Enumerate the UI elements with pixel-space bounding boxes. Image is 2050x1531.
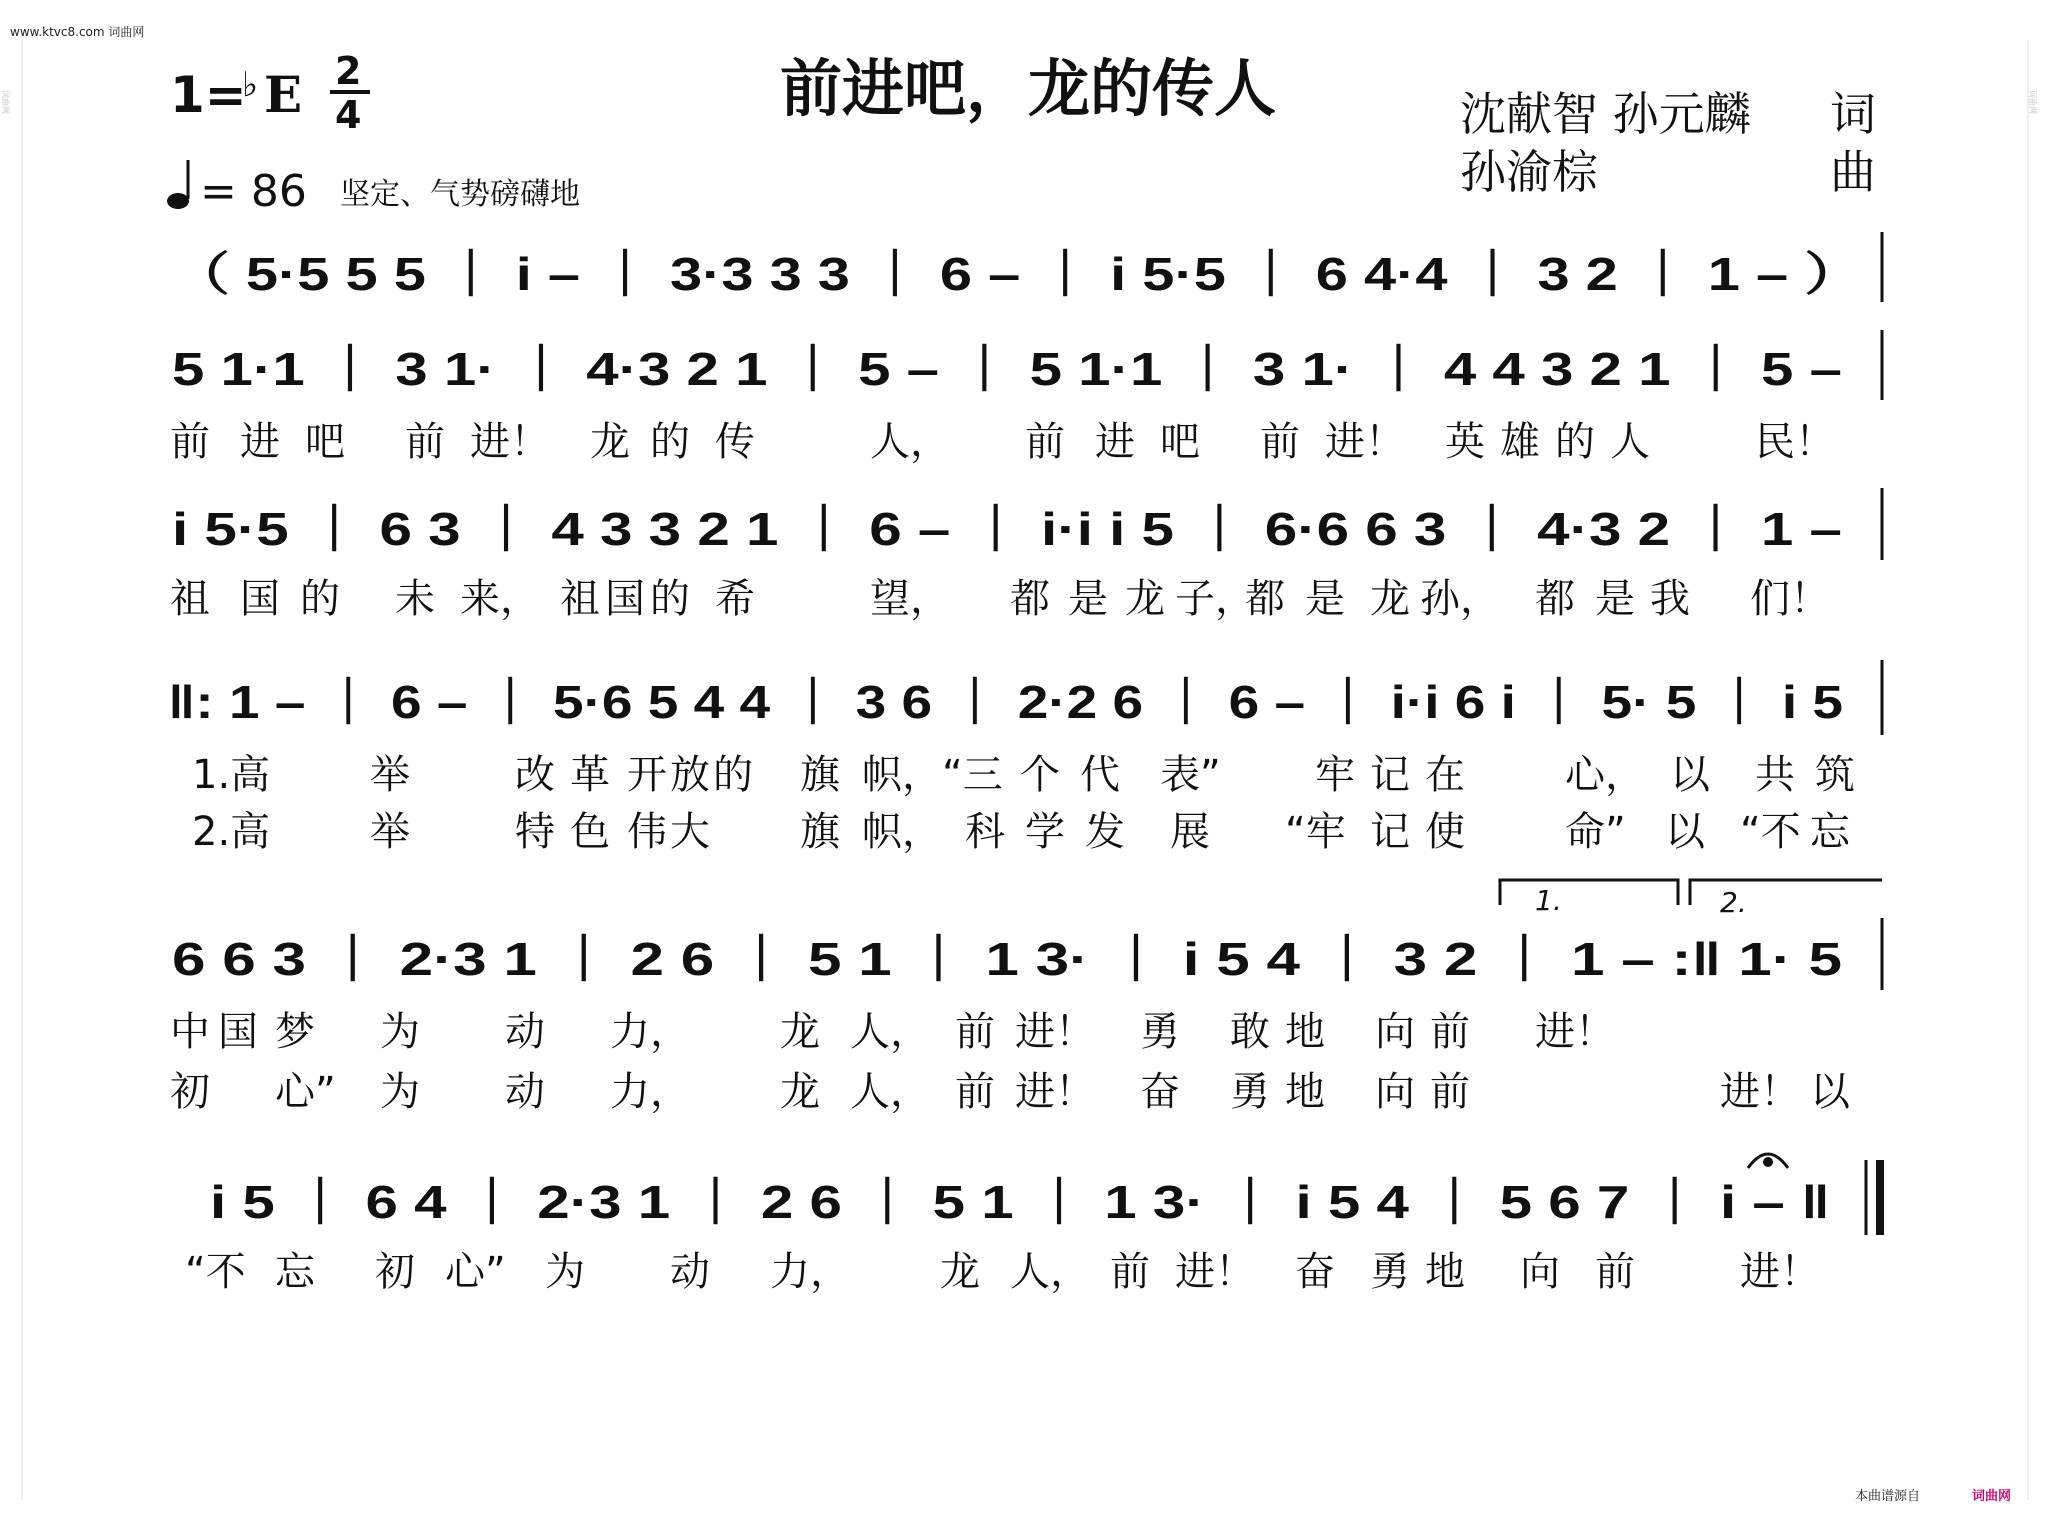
ending-1-label: 1. xyxy=(1535,884,1562,917)
lyric: 国 xyxy=(218,1009,258,1055)
score-line-5 xyxy=(170,880,1882,1115)
lyric: 望， xyxy=(870,576,950,622)
lyric: 人， xyxy=(850,1009,930,1055)
lyric: 进！ xyxy=(470,419,550,465)
lyric-role: 词 xyxy=(1830,87,1876,141)
lyric: 旗 xyxy=(800,752,840,798)
lyric: 记 xyxy=(1370,752,1410,798)
lyric: 帜，“三 xyxy=(862,752,1003,798)
lyrics-line-5-verse-2 xyxy=(170,1069,1852,1115)
watermark-left xyxy=(1,40,22,1500)
key-signature xyxy=(170,49,370,137)
quarter-note-icon xyxy=(167,193,189,209)
lyric: 梦 xyxy=(275,1009,315,1055)
lyric: 民！ xyxy=(1755,419,1835,465)
ending-2-label: 2. xyxy=(1720,886,1747,919)
lyric: 人， xyxy=(870,419,950,465)
notes-line-2: 5 1·1 ｜ 3 1· ｜ 4·3 2 1 ｜ 5 – ｜ 5 1·1 ｜ 3 1· ｜ 4 4 3 2 1 ｜ 5 – xyxy=(172,343,1842,395)
notes-line-6: i 5 ｜ 6 4 ｜ 2·3 1 ｜ 2 6 ｜ 5 1 ｜ 1 3· ｜ i 5 4 ｜ 5 6 7 ｜ i – ‖ xyxy=(210,1176,1830,1228)
time-top: 2 xyxy=(335,49,362,93)
lyric: 都 xyxy=(1245,576,1285,622)
notes-line-3: i 5·5 ｜ 6 3 ｜ 4 3 3 2 1 ｜ 6 – ｜ i·i i 5 ｜ 6·6 6 3 ｜ 4·3 2 ｜ 1 – xyxy=(172,503,1842,555)
lyric: 祖 xyxy=(170,576,210,622)
lyric: 前 xyxy=(170,419,210,465)
lyric: 革 xyxy=(570,752,610,798)
lyric: 向 xyxy=(1375,1069,1415,1115)
lyric: 特 xyxy=(515,809,555,855)
lyric: 前 xyxy=(1110,1249,1150,1295)
lyric: 代 xyxy=(1080,752,1120,798)
notes-line-4: ‖: 1 – ｜ 6 – ｜ 5·6 5 4 4 ｜ 3 6 ｜ 2·2 6 ｜ 6 – ｜ i·i 6 i ｜ 5· 5 ｜ i 5 xyxy=(168,676,1844,728)
lyric: 孙， xyxy=(1420,576,1500,622)
volta-bracket-2 xyxy=(1690,880,1882,919)
score-line-1 xyxy=(172,232,1882,302)
lyric: 龙 xyxy=(780,1069,820,1115)
lyric: 向 xyxy=(1520,1249,1560,1295)
footer xyxy=(1855,1488,2011,1504)
lyric: 进 xyxy=(1095,419,1135,465)
lyric: 发 xyxy=(1085,809,1125,855)
lyric: 初 xyxy=(375,1249,415,1295)
lyric: 龙 xyxy=(1370,576,1410,622)
tempo-value: = 86 xyxy=(200,166,307,217)
lyric: 记 xyxy=(1370,809,1410,855)
key-flat: ♭ xyxy=(242,65,259,105)
tempo-expression: 坚定、气势磅礴地 xyxy=(340,177,580,212)
lyric: 地 xyxy=(1425,1249,1465,1295)
lyric: 心” xyxy=(445,1249,506,1295)
lyric: 使 xyxy=(1425,809,1465,855)
lyric: 们！ xyxy=(1750,576,1830,622)
music-role: 曲 xyxy=(1830,145,1876,199)
score-line-3 xyxy=(170,488,1882,622)
lyric: 龙 xyxy=(780,1009,820,1055)
lyric: 在 xyxy=(1425,752,1465,798)
lyric: 1.高 xyxy=(192,752,271,798)
lyric: 心” xyxy=(275,1069,336,1115)
lyric: 未 xyxy=(395,576,435,622)
lyric: 是 xyxy=(1595,576,1635,622)
lyric: 进！ xyxy=(1535,1009,1615,1055)
lyric: 忘 xyxy=(275,1249,315,1295)
lyric: 2.高 xyxy=(192,809,271,855)
lyric: 英 xyxy=(1445,419,1485,465)
lyric: 前 xyxy=(955,1069,995,1115)
lyrics-line-3 xyxy=(170,576,1830,622)
lyric: 为 xyxy=(380,1069,420,1115)
site-label: www.ktvc8.com 词曲网 xyxy=(10,25,145,39)
lyric: 力， xyxy=(610,1069,690,1115)
lyric: 敢 xyxy=(1230,1009,1270,1055)
lyricists: 沈献智 孙元麟 xyxy=(1460,87,1751,141)
lyric: 放 xyxy=(670,752,710,798)
lyric: 向 xyxy=(1375,1009,1415,1055)
lyric: 龙 xyxy=(940,1249,980,1295)
key-prefix: 1= xyxy=(170,66,247,124)
lyric: 地 xyxy=(1285,1069,1325,1115)
time-bottom: 4 xyxy=(335,93,362,137)
lyric: 前 xyxy=(405,419,445,465)
lyric: 力， xyxy=(770,1249,850,1295)
lyric: 色 xyxy=(570,809,610,855)
lyric: 勇 xyxy=(1370,1249,1410,1295)
watermark-text: 词曲网 xyxy=(2028,90,2037,114)
score-line-2 xyxy=(170,330,1882,465)
lyric: 国 xyxy=(605,576,645,622)
lyric: “不 xyxy=(1740,809,1801,855)
lyric: 力， xyxy=(610,1009,690,1055)
lyric: 吧 xyxy=(305,419,345,465)
tempo-marking xyxy=(167,160,580,217)
lyric: 个 xyxy=(1020,752,1060,798)
lyric: 前 xyxy=(1595,1249,1635,1295)
lyric: 雄 xyxy=(1500,419,1540,465)
lyrics-line-5-verse-1 xyxy=(170,1009,1615,1055)
lyric: 我 xyxy=(1650,576,1690,622)
lyric: 动 xyxy=(505,1069,545,1115)
credits xyxy=(1460,87,1876,199)
lyric: 科 xyxy=(965,809,1005,855)
lyric: 的 xyxy=(1555,419,1595,465)
lyric: 举 xyxy=(370,809,410,855)
lyric: 是 xyxy=(1305,576,1345,622)
lyric: 的 xyxy=(300,576,340,622)
lyric: 进！ xyxy=(1015,1009,1095,1055)
lyric: 人 xyxy=(1610,419,1650,465)
lyric: 以 xyxy=(1670,752,1710,798)
lyric: 旗 xyxy=(800,809,840,855)
lyric: 勇 xyxy=(1140,1009,1180,1055)
lyric: 进！ xyxy=(1015,1069,1095,1115)
lyric: 前 xyxy=(955,1009,995,1055)
lyric: 龙 xyxy=(590,419,630,465)
lyric: 都 xyxy=(1535,576,1575,622)
lyric: 都 xyxy=(1010,576,1050,622)
lyric: 帜， xyxy=(862,809,942,855)
lyric: 举 xyxy=(370,752,410,798)
lyric: 祖 xyxy=(560,576,600,622)
lyric: 伟 xyxy=(627,809,667,855)
notes-line-1: （ 5·5 5 5 ｜ i – ｜ 3·3 3 3 ｜ 6 – ｜ i 5·5 ｜ 6 4·4 ｜ 3 2 ｜ 1 – ） xyxy=(172,248,1862,300)
lyric: 奋 xyxy=(1295,1249,1335,1295)
lyric: 牢 xyxy=(1315,752,1355,798)
lyric: 地 xyxy=(1285,1009,1325,1055)
lyric: 为 xyxy=(380,1009,420,1055)
lyric: 学 xyxy=(1025,809,1065,855)
lyric: 进！ xyxy=(1175,1249,1255,1295)
score-line-6 xyxy=(185,1154,1880,1295)
brand-link[interactable]: 词曲网 xyxy=(1972,1489,2012,1504)
lyric: 前 xyxy=(1025,419,1065,465)
lyric: 进 xyxy=(240,419,280,465)
lyric: 动 xyxy=(505,1009,545,1055)
lyrics-line-4-verse-2 xyxy=(192,809,1851,855)
lyric: 进！ xyxy=(1740,1249,1820,1295)
lyric: 大 xyxy=(670,809,710,855)
lyric: 展 xyxy=(1170,809,1210,855)
composer: 孙渝棕 xyxy=(1460,145,1598,199)
lyrics-line-4-verse-1 xyxy=(192,752,1855,798)
lyric: 的 xyxy=(650,576,690,622)
lyric: 前 xyxy=(1260,419,1300,465)
lyric: “牢 xyxy=(1285,809,1346,855)
lyric: 子， xyxy=(1175,576,1255,622)
lyric: 筑 xyxy=(1815,752,1855,798)
lyric: 国 xyxy=(240,576,280,622)
watermark-right xyxy=(2028,40,2038,1500)
lyrics-line-2 xyxy=(170,419,1835,465)
lyric: 来， xyxy=(460,576,540,622)
fermata-icon xyxy=(1763,1157,1773,1167)
watermark-text: 词曲网 xyxy=(1,90,10,114)
lyrics-line-6 xyxy=(185,1249,1820,1295)
lyric: 命” xyxy=(1565,809,1626,855)
lyric: 动 xyxy=(670,1249,710,1295)
lyric: 进！ xyxy=(1720,1069,1800,1115)
lyric: 人， xyxy=(850,1069,930,1115)
lyric: 传 xyxy=(715,419,755,465)
key-note: E xyxy=(264,65,303,124)
source-text: 本曲谱源自 xyxy=(1855,1489,1921,1504)
lyric: 的 xyxy=(713,752,753,798)
lyric: 是 xyxy=(1068,576,1108,622)
lyric: 勇 xyxy=(1230,1069,1270,1115)
lyric: 以 xyxy=(1810,1069,1850,1115)
lyric: 改 xyxy=(515,752,555,798)
lyric: “不 xyxy=(185,1249,246,1295)
lyric: 的 xyxy=(650,419,690,465)
notes-line-5: 6 6 3 ｜ 2·3 1 ｜ 2 6 ｜ 5 1 ｜ 1 3· ｜ i 5 4 ｜ 3 2 ｜ 1 – :‖ 1· 5 xyxy=(172,933,1842,985)
lyric: 人， xyxy=(1010,1249,1090,1295)
lyric: 进！ xyxy=(1325,419,1405,465)
score-line-4 xyxy=(168,660,1882,855)
lyric: 吧 xyxy=(1160,419,1200,465)
lyric: 初 xyxy=(170,1069,210,1115)
lyric: 前 xyxy=(1430,1009,1470,1055)
lyric: 忘 xyxy=(1810,809,1850,855)
volta-bracket-1 xyxy=(1500,880,1678,917)
lyric: 龙 xyxy=(1125,576,1165,622)
lyric: 表” xyxy=(1160,752,1221,798)
lyric: 开 xyxy=(627,752,667,798)
lyric: 为 xyxy=(545,1249,585,1295)
lyric: 以 xyxy=(1665,809,1705,855)
lyric: 前 xyxy=(1430,1069,1470,1115)
lyric: 奋 xyxy=(1140,1069,1180,1115)
lyric: 共 xyxy=(1755,752,1795,798)
lyric: 心， xyxy=(1565,752,1645,798)
song-title: 前进吧，龙的传人 xyxy=(779,52,1277,125)
lyric: 中 xyxy=(170,1009,210,1055)
lyric: 希 xyxy=(715,576,755,622)
